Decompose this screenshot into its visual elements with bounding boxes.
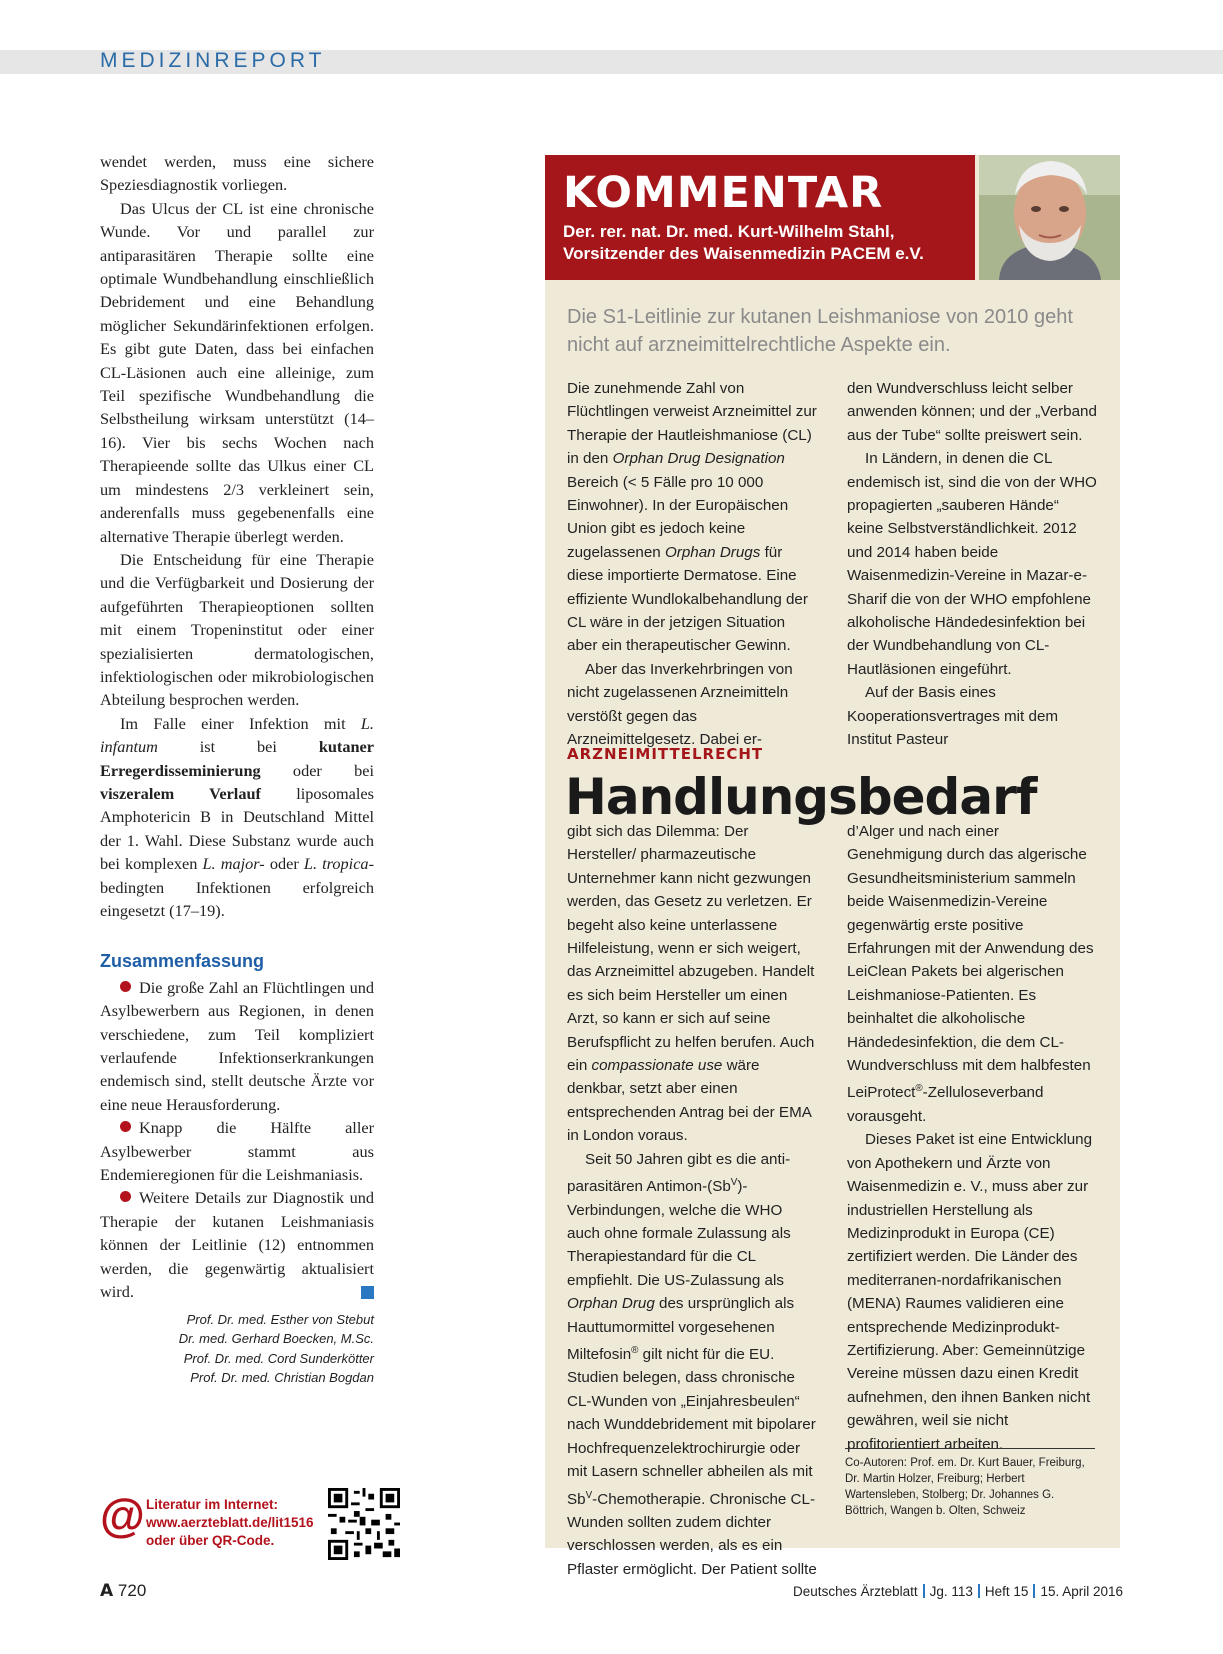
summary-heading: Zusammenfassung — [100, 951, 265, 972]
comment-label: KOMMENTAR — [563, 168, 884, 218]
bullet-icon — [120, 1191, 131, 1202]
paragraph: Im Falle einer Infektion mit L. infantum ist bei kutaner Erregerdisseminierung oder bei viszeralem Verlauf liposomales Amphotericin B in Deutschland Mittel der 1. Wahl. Diese Substanz wurde auch bei komplexen L. major- oder L. tropica-bedingten Infektionen erfolgreich eingesetzt (17–19). — [100, 713, 374, 920]
at-sign-icon: @ — [100, 1489, 145, 1541]
summary-bullet: Weitere Details zur Diagnostik und Therapie der kutanen Leishmaniasis können der Leitlinie (12) entnommen werden, die gegenwärtig aktualisiert wird. — [100, 1188, 374, 1302]
comment-column-upper-left — [567, 377, 817, 752]
paragraph: Dieses Paket ist eine Entwicklung von Apothekern und Ärzte von Waisenmedizin e. V., muss aber zur industriellen Herstellung als Medizinprodukt in Europa (CE) zertifiziert werden. Die Länder des mediterranen-nordafrikanischen (MENA) Raumes validieren eine entsprechende Medizinprodukt-Zertifizierung. Aber: Gemeinnützige Vereine müssen dazu einen Kredit aufnehmen, den ihnen Banken nicht gewähren, weil sie nicht profitorientiert arbeiten. — [847, 1131, 1093, 1453]
paragraph: Auf der Basis eines Kooperationsvertrages mit dem Institut Pasteur — [847, 684, 1059, 749]
bullet-icon — [120, 1121, 131, 1132]
comment-lead: Die S1-Leitlinie zur kutanen Leishmaniose von 2010 geht nicht auf arzneimittelrechtliche Aspekte ein. — [567, 306, 1073, 356]
comment-author: Der. rer. nat. Dr. med. Kurt-Wilhelm Stahl, Vorsitzender des Waisenmedizin PACEM e.V. — [563, 222, 924, 263]
section-label: MEDIZINREPORT — [100, 49, 326, 72]
paragraph: Die zunehmende Zahl von Flüchtlingen verweist Arzneimittel zur Therapie der Hautleishmaniose (CL) in den Orphan Drug Designation Bereich (< 5 Fälle pro 10 000 Einwohner). In der Europäischen Union gibt es jedoch keine zugelassenen Orphan Drugs für diese importierte Dermatose. Eine effiziente Wundlokalbehandlung der CL wäre in der jetzigen Situation aber ein therapeutischer Gewinn. — [567, 380, 817, 655]
author-portrait — [979, 155, 1120, 280]
author-list — [100, 1310, 374, 1388]
footer-citation: Deutsches Ärzteblatt Jg. 113 Heft 15 15. April 2016 — [793, 1584, 1123, 1599]
paragraph: den Wundverschluss leicht selber anwenden können; und der „Verband aus der Tube“ sollte preiswert sein. — [847, 380, 1097, 444]
end-mark-icon — [361, 1286, 374, 1299]
paragraph: Aber das Inverkehrbringen von nicht zugelassenen Arzneimitteln verstößt gegen das Arzneimittelgesetz. Dabei er- — [567, 660, 793, 749]
paragraph: Seit 50 Jahren gibt es die anti-parasitären Antimon-$(Sb^V)$-Verbindungen, welche die WHO auch ohne formale Zulassung als Therapiestandard für die CL empfiehlt. Die US-Zulassung als Orphan Drug des ursprünglich als Hauttumormittel vorgesehenen Miltefosin® gilt nicht für die EU. Studien belegen, dass chronische CL-Wunden von „Einjahresbeulen“ nach Wunddebridement mit bipolarer Hochfrequenzelektrochirurgie oder mit Lasern schneller abheilen als mit $Sb^V$-Chemotherapie. Chronische CL-Wunden sollten zudem dichter verschlossen werden, als es ein Pflaster ermöglicht. Der Patient sollte — [567, 1150, 817, 1578]
comment-box — [545, 155, 1120, 1578]
author: Prof. Dr. med. Christian Bogdan — [190, 1370, 374, 1385]
comment-header — [545, 155, 975, 280]
summary-bullet: Knapp die Hälfte aller Asylbewerber stammt aus Endemieregionen für die Leishmaniasis. — [100, 1118, 374, 1185]
separator — [923, 1584, 925, 1598]
paragraph: wendet werden, muss eine sichere Speziesdiagnostik vorliegen. — [100, 152, 374, 195]
author: Dr. med. Gerhard Boecken, M.Sc. — [178, 1331, 374, 1346]
literature-box — [100, 1488, 400, 1568]
page-number: A 720 — [100, 1581, 147, 1601]
summary-bullet: Die große Zahl an Flüchtlingen und Asylbewerbern aus Regionen, in denen verschiedene, zum Teil kompliziert verlaufende Infektionserkrankungen endemisch sind, stellt deutsche Ärzte vor eine neue Herausforderung. — [100, 977, 374, 1114]
comment-column-lower-right — [847, 820, 1097, 1456]
literature-link[interactable]: www.aerzteblatt.de/lit1516 — [146, 1515, 314, 1530]
paragraph: gibt sich das Dilemma: Der Hersteller/ pharmazeutische Unternehmer kann nicht gezwungen werden, das Gesetz zu verletzen. Er begeht also keine unterlassene Hilfeleistung, wenn er sich weigert, das Arzneimittel abzugeben. Handelt es sich beim Hersteller um einen Arzt, so kann er sich auf seine Berufspflicht zu helfen berufen. Auch ein compassionate use wäre denkbar, setzt aber einen entsprechenden Antrag bei der EMA in London voraus. — [567, 823, 815, 1145]
coauthors-note: Co-Autoren: Prof. em. Dr. Kurt Bauer, Freiburg, Dr. Martin Holzer, Freiburg; Herbert Wartensleben, Stolberg; Dr. Johannes G. Böttrich, Wangen b. Olten, Schweiz — [845, 1448, 1095, 1519]
comment-column-lower-left — [567, 820, 817, 1581]
paragraph: Das Ulcus der CL ist eine chronische Wunde. Vor und parallel zur antiparasitären Therapie sollte eine optimale Wundbehandlung einschließlich Debridement und eine Behandlung möglicher Sekundärinfektionen erfolgen. Es gibt gute Daten, dass bei einfachen CL-Läsionen auch eine alleinige, zum Teil spezifische Wundbehandlung die Selbstheilung wirksam unterstützt (14–16). Vier bis sechs Wochen nach Therapieende sollte das Ulkus einer CL um mindestens 2/3 verkleinert sein, anderenfalls muss gegebenenfalls eine alternative Therapie überlegt werden. — [100, 198, 374, 546]
qr-code-icon[interactable] — [328, 1488, 400, 1560]
separator — [978, 1584, 980, 1598]
left-column — [100, 150, 374, 1388]
article-kicker: ARZNEIMITTELRECHT — [567, 745, 764, 763]
paragraph: Die Entscheidung für eine Therapie und die Verfügbarkeit und Dosierung der aufgeführten Therapieoptionen sollten mit einem Tropeninstitut oder einer spezialisierten dermatologischen, infektiologischen oder mikrobiologischen Abteilung besprochen werden. — [100, 549, 374, 710]
comment-column-upper-right — [847, 377, 1097, 752]
article-headline: Handlungsbedarf — [565, 768, 1037, 826]
author: Prof. Dr. med. Esther von Stebut — [186, 1311, 374, 1327]
bullet-icon — [120, 981, 131, 992]
separator — [1033, 1584, 1035, 1598]
author: Prof. Dr. med. Cord Sunderkötter — [183, 1350, 374, 1366]
paragraph: d’Alger und nach einer Genehmigung durch das algerische Gesundheitsministerium sammeln beide Waisenmedizin-Vereine gegenwärtig erste positive Erfahrungen mit der Anwendung des LeiClean Pakets bei algerischen Leishmaniose-Patienten. Es beinhaltet die alkoholische Händedesinfektion, die dem CL-Wundverschluss mit dem halbfesten LeiProtect®-Zelluloseverband vorausgeht. — [847, 823, 1094, 1125]
paragraph: In Ländern, in denen die CL endemisch ist, sind die von der WHO propagierten „sauberen Hände“ keine Selbstverständlichkeit. 2012 und 2014 haben beide Waisenmedizin-Vereine in Mazar-e-Sharif die von der WHO empfohlene alkoholische Händedesinfektion bei der Wundbehandlung von CL-Hautläsionen eingeführt. — [847, 450, 1097, 678]
literature-text: Literatur im Internet: www.aerzteblatt.de/lit1516 oder über QR-Code. — [146, 1497, 314, 1548]
